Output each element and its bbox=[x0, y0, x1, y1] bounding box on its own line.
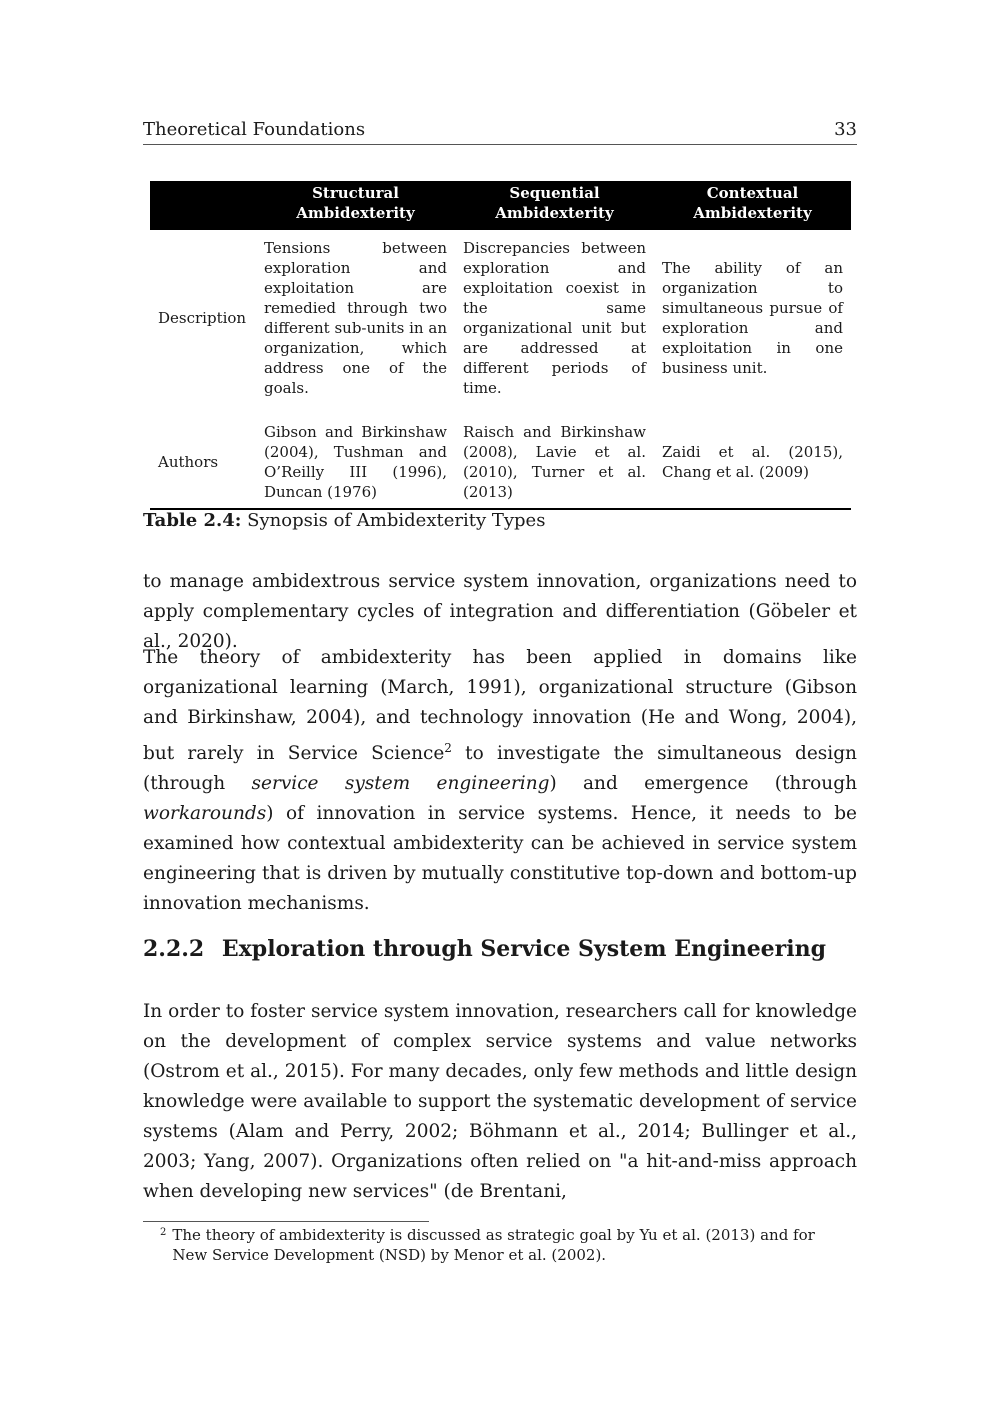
table-cell: Zaidi et al. (2015), Chang et al. (2009) bbox=[654, 410, 851, 509]
emphasis-text: workarounds bbox=[143, 803, 267, 825]
table-cell: Raisch and Birkinshaw (2008), Lavie et al. (2010), Turner et al. (2013) bbox=[455, 410, 654, 509]
ambidexterity-table bbox=[150, 181, 851, 510]
header-empty bbox=[150, 181, 256, 229]
row-label: Description bbox=[150, 229, 256, 411]
section-number: 2.2.2 bbox=[143, 936, 205, 962]
row-label: Authors bbox=[150, 410, 256, 509]
caption-label: Table 2.4: bbox=[143, 510, 242, 531]
footnote-ref[interactable]: 2 bbox=[444, 741, 452, 755]
running-title: Theoretical Foundations bbox=[143, 119, 366, 140]
table-row-description bbox=[150, 229, 851, 411]
footnote-rule bbox=[143, 1221, 429, 1222]
text-run: ) and emergence (through bbox=[549, 773, 857, 795]
table-cell: Discrepancies between exploration and exploitation coexist in the same organizational unit but are addressed at different periods of time. bbox=[455, 229, 654, 411]
table-header-row bbox=[150, 181, 851, 229]
text-run: The theory of ambidexterity has been applied in domains like organizational learning (March, 1991), organizational structure (Gibson and Birkinshaw, 2004), and technology innovation (He and Wong, 2004), but rarely in Service Science bbox=[143, 647, 857, 765]
table-cell: Gibson and Birkinshaw (2004), Tushman and O’Reilly III (1996), Duncan (1976) bbox=[256, 410, 455, 509]
header-contextual: Contextual Ambidexterity bbox=[654, 181, 851, 229]
running-header bbox=[143, 118, 857, 145]
paragraph-3 bbox=[143, 997, 857, 1223]
table-caption bbox=[143, 509, 545, 533]
paragraph-text: In order to foster service system innovation, researchers call for knowledge on the development of complex service systems and value networks (Ostrom et al., 2015). For many decades, only few methods and little design knowledge were available to support the systematic development of service systems (Alam and Perry, 2002; Böhmann et al., 2014; Bullinger et al., 2003; Yang, 2007). Organizations often relied on "a hit-and-miss approach when developing new services" (de Brentani, bbox=[143, 1001, 857, 1202]
footnote-mark: 2 bbox=[160, 1227, 167, 1238]
footnote-text: The theory of ambidexterity is discussed as strategic goal by Yu et al. (2013) and for New Service Development (NSD) by Menor et al. (2002). bbox=[172, 1226, 815, 1264]
section-title: Exploration through Service System Engineering bbox=[221, 936, 827, 962]
header-sequential: Sequential Ambidexterity bbox=[455, 181, 654, 229]
text-run: to investigate the simultaneous design (through bbox=[143, 743, 857, 795]
table-cell: The ability of an organization to simultaneous pursue of exploration and exploitation in one business unit. bbox=[654, 229, 851, 411]
paragraph-text: to manage ambidextrous service system innovation, organizations need to apply complementary cycles of integration and differentiation (Göbeler et al., 2020). bbox=[143, 571, 857, 652]
text-run: ) of innovation in service systems. Hence, it needs to be examined how contextual ambidexterity can be achieved in service system engineering that is driven by mutually constitutive top-down and bottom-up innovation mechanisms. bbox=[143, 803, 857, 915]
paragraph-text bbox=[143, 643, 857, 919]
paragraph-2 bbox=[143, 643, 857, 935]
emphasis-text: service system engineering bbox=[251, 773, 550, 795]
page-number: 33 bbox=[834, 119, 857, 140]
section-heading bbox=[143, 933, 826, 965]
header-structural: Structural Ambidexterity bbox=[256, 181, 455, 229]
table-cell: Tensions between exploration and exploitation are remedied through two different sub-units in an organization, which address one of the goals. bbox=[256, 229, 455, 411]
caption-text: Synopsis of Ambidexterity Types bbox=[247, 510, 546, 531]
footnote bbox=[160, 1225, 857, 1265]
table-row-authors bbox=[150, 410, 851, 509]
